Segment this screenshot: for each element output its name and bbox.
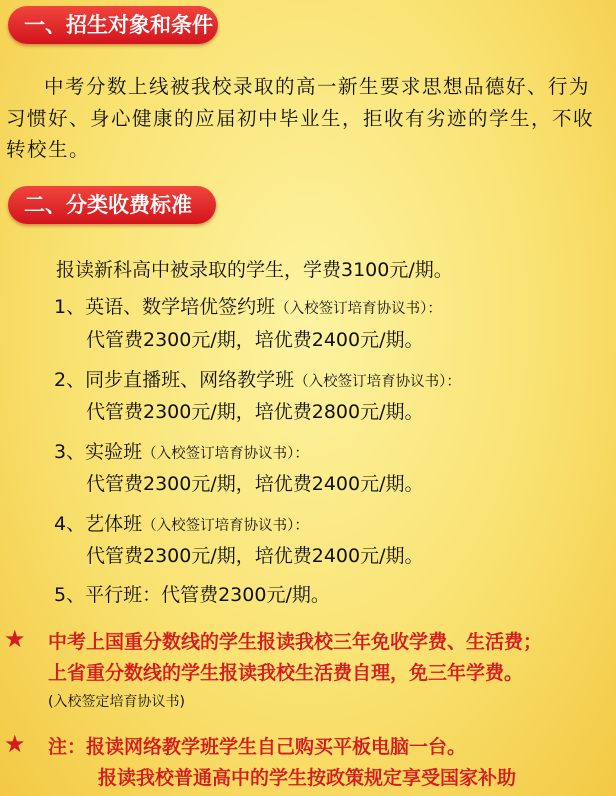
class-label: 5、平行班：代管费2300元/期。: [54, 584, 330, 606]
class-note: （入校签订培育协议书）：: [275, 301, 442, 317]
class-fees: 代管费2300元/期，培优费2400元/期。: [86, 329, 424, 351]
class-note: （入校签订培育协议书）：: [142, 518, 309, 534]
note-line: 报读我校普通高中的学生按政策规定享受国家补助: [98, 767, 517, 789]
class-item: [54, 580, 330, 607]
class-fees: 代管费2300元/期，培优费2400元/期。: [86, 473, 424, 495]
class-label: 2、同步直播班、网络教学班: [54, 369, 295, 391]
class-label: 3、实验班: [54, 441, 143, 463]
class-note: （入校签订培育协议书）：: [142, 446, 309, 462]
note-subtext: (入校签定培育协议书): [48, 694, 185, 710]
section-header-admission: [8, 6, 218, 44]
note-line: 上省重分数线的学生报读我校生活费自理，免三年学费。: [48, 662, 524, 684]
section-title: 一、招生对象和条件: [24, 13, 213, 37]
class-note: （入校签订培育协议书）：: [294, 374, 461, 390]
class-item: [54, 365, 461, 392]
star-icon: ★: [4, 730, 26, 758]
note-line: 中考上国重分数线的学生报读我校三年免收学费、生活费；: [48, 631, 543, 653]
class-item: [54, 292, 442, 319]
star-icon: ★: [4, 625, 26, 653]
class-fees: 代管费2300元/期，培优费2400元/期。: [86, 545, 424, 567]
class-label: 4、艺体班: [54, 513, 143, 535]
class-label: 1、英语、数学培优签约班: [54, 296, 276, 318]
note-line: 注：报读网络教学班学生自己购买平板电脑一台。: [48, 736, 467, 758]
class-item: [54, 437, 309, 464]
class-item: [54, 509, 309, 536]
admission-paragraph: 中考分数上线被我校录取的高一新生要求思想品德好、行为习惯好、身心健康的应届初中毕业生，拒收有劣迹的学生，不收转校生。: [6, 75, 595, 161]
section-title: 二、分类收费标准: [24, 193, 192, 217]
section-header-fees: [8, 186, 216, 224]
tuition-line: 报读新科高中被录取的学生，学费3100元/期。: [56, 259, 453, 281]
class-fees: 代管费2300元/期，培优费2800元/期。: [86, 401, 424, 423]
